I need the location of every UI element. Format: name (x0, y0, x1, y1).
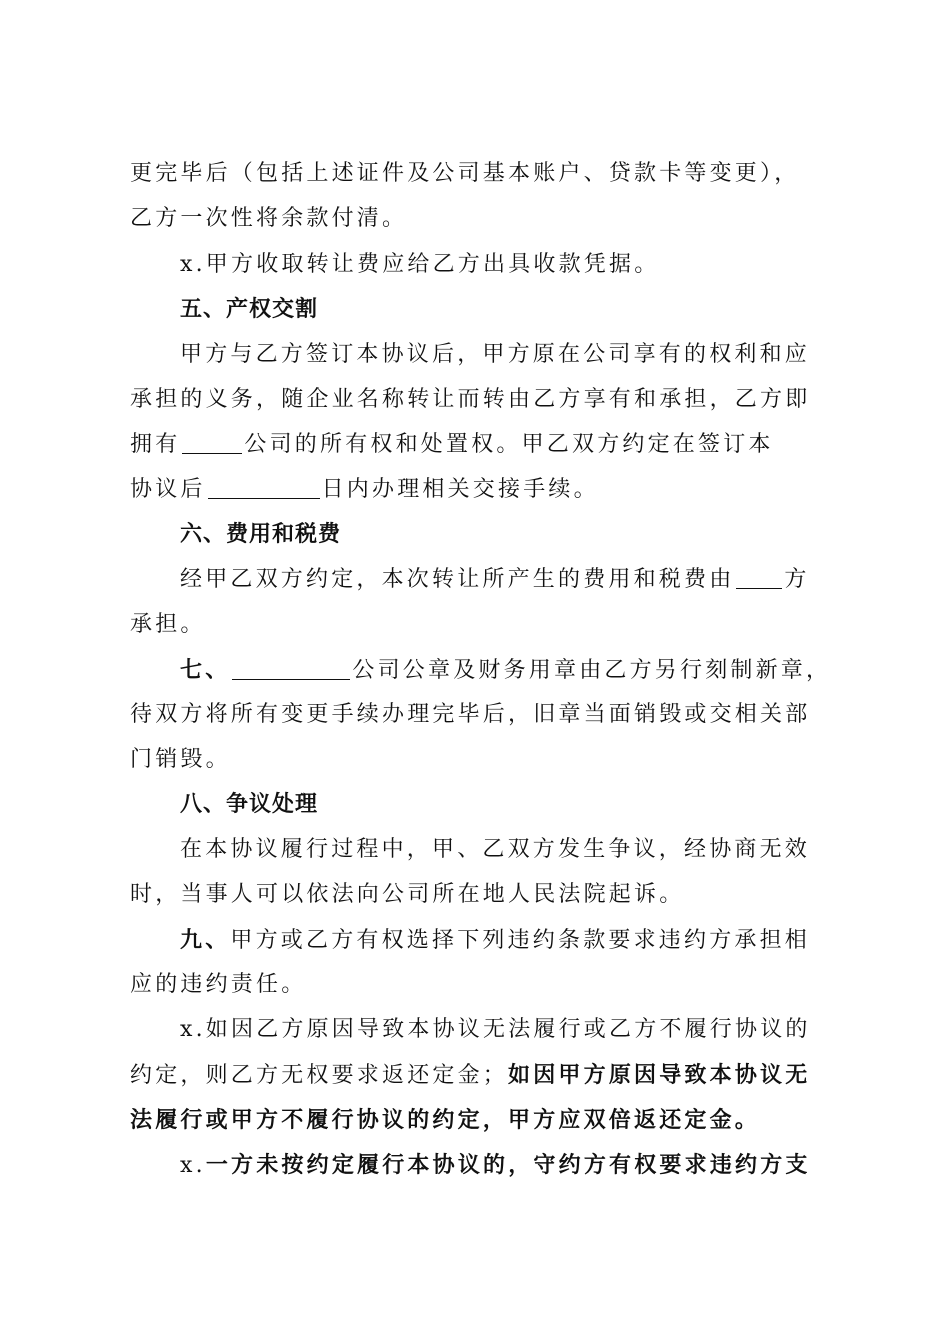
section-heading-property-handover: 五、产权交割 (180, 297, 319, 322)
text-fragment: 甲方或乙方有权选择下列违约条款要求违约方承担相 (230, 928, 811, 953)
bold-text-fragment: 如因甲方原因导致本协议无 (508, 1062, 811, 1088)
text-fragment: 日内办理相关交接手续。 (321, 477, 599, 502)
text-fragment: 经甲乙双方约定，本次转让所产生的费用和税费由 (180, 567, 735, 592)
paragraph-line (180, 565, 830, 595)
text-fragment: 公司公章及财务用章由乙方另行刻制新章， (352, 658, 832, 683)
paragraph-line (180, 655, 830, 685)
paragraph-line (130, 1060, 830, 1090)
paragraph-line: 法履行或甲方不履行协议的约定，甲方应双倍返还定金。 (130, 1107, 761, 1133)
paragraph-line: 门销毁。 (130, 747, 231, 772)
text-fragment: 协议后 (130, 477, 206, 502)
company-name-blank (182, 431, 242, 454)
paragraph-line: 时，当事人可以依法向公司所在地人民法院起诉。 (130, 882, 685, 907)
paragraph-line: 承担的义务，随企业名称转让而转由乙方享有和承担，乙方即 (130, 387, 811, 412)
paragraph-line (180, 1150, 830, 1180)
paragraph-line: x.如因乙方原因导致本协议无法履行或乙方不履行协议的 (180, 1017, 811, 1042)
paragraph-line (130, 475, 830, 505)
section-heading-fees-taxes: 六、费用和税费 (180, 522, 342, 547)
text-fragment: 约定，则乙方无权要求返还定金； (130, 1063, 509, 1088)
bold-text-fragment: 一方未按约定履行本协议的，守约方有权要求违约方支 (205, 1152, 811, 1178)
text-fragment: 公司的所有权和处置权。甲乙双方约定在签订本 (244, 432, 774, 457)
paragraph-line (180, 925, 830, 955)
paragraph-line: 待双方将所有变更手续办理完毕后，旧章当面销毁或交相关部 (130, 702, 811, 727)
payment-receipt-clause: x.甲方收取转让费应给乙方出具收款凭据。 (180, 252, 660, 277)
paragraph-line: 承担。 (130, 612, 206, 637)
text-fragment: 拥有 (130, 432, 181, 457)
text-fragment: x. (180, 1153, 206, 1178)
party-blank (736, 566, 782, 589)
paragraph-line: 甲方与乙方签订本协议后，甲方原在公司享有的权利和应 (180, 342, 811, 367)
paragraph-line: 更完毕后（包括上述证件及公司基本账户、贷款卡等变更）， (130, 161, 800, 186)
paragraph-line: 应的违约责任。 (130, 972, 307, 997)
days-blank (208, 476, 320, 499)
section-heading-dispute: 八、争议处理 (180, 792, 319, 817)
section-number: 九、 (180, 927, 231, 953)
company-name-blank (232, 657, 350, 680)
paragraph-line (130, 430, 830, 460)
section-number: 七、 (180, 657, 231, 683)
text-fragment: 方 (784, 567, 810, 592)
paragraph-line: 乙方一次性将余款付清。 (130, 206, 408, 231)
paragraph-line: 在本协议履行过程中，甲、乙双方发生争议，经协商无效 (180, 837, 811, 862)
